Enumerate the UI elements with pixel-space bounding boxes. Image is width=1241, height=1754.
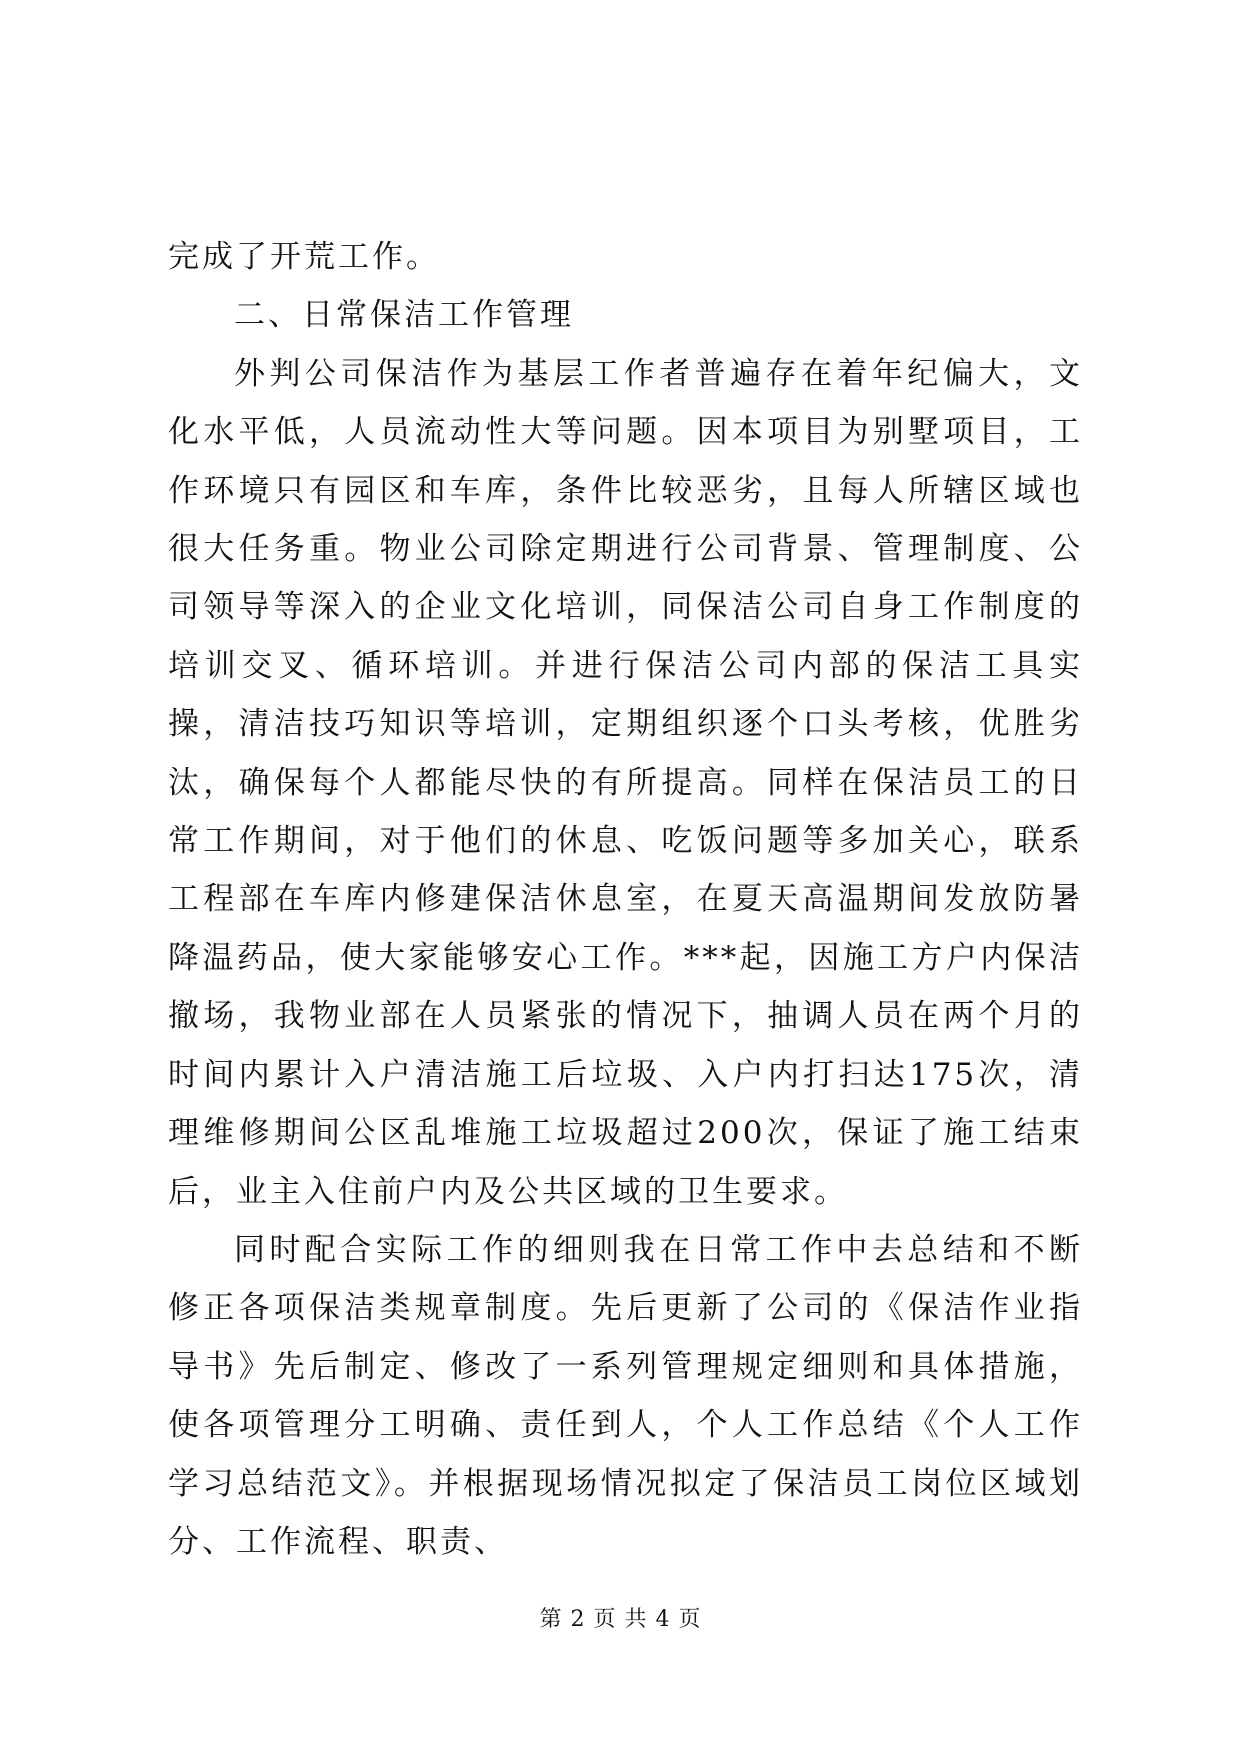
page-footer: 第 2 页 共 4 页 bbox=[539, 1607, 702, 1632]
document-body bbox=[168, 228, 1083, 1571]
paragraph-daily-cleaning: 外判公司保洁作为基层工作者普遍存在着年纪偏大，文化水平低，人员流动性大等问题。因本项目为别墅项目，工作环境只有园区和车库，条件比较恶劣，且每人所辖区域也很大任务重。物业公司除定期进行公司背景、管理制度、公司领导等深入的企业文化培训，同保洁公司自身工作制度的培训交叉、循环培训。并进行保洁公司内部的保洁工具实操，清洁技巧知识等培训，定期组织逐个口头考核，优胜劣汰，确保每个人都能尽快的有所提高。同样在保洁员工的日常工作期间，对于他们的休息、吃饭问题等多加关心，联系工程部在车库内修建保洁休息室，在夏天高温期间发放防暑降温药品，使大家能够安心工作。***起，因施工方户内保洁撤场，我物业部在人员紧张的情况下，抽调人员在两个月的时间内累计入户清洁施工后垃圾、入户内打扫达175次，清理维修期间公区乱堆施工垃圾超过200次，保证了施工结束后，业主入住前户内及公共区域的卫生要求。 bbox=[168, 355, 1083, 1210]
section-heading: 二、日常保洁工作管理 bbox=[234, 297, 574, 334]
paragraph-regulations: 同时配合实际工作的细则我在日常工作中去总结和不断修正各项保洁类规章制度。先后更新了公司的《保洁作业指导书》先后制定、修改了一系列管理规定细则和具体措施，使各项管理分工明确、责任到人，个人工作总结《个人工作学习总结范文》。并根据现场情况拟定了保洁员工岗位区域划分、工作流程、职责、 bbox=[168, 1231, 1083, 1560]
paragraph-continuation: 完成了开荒工作。 bbox=[168, 239, 440, 275]
